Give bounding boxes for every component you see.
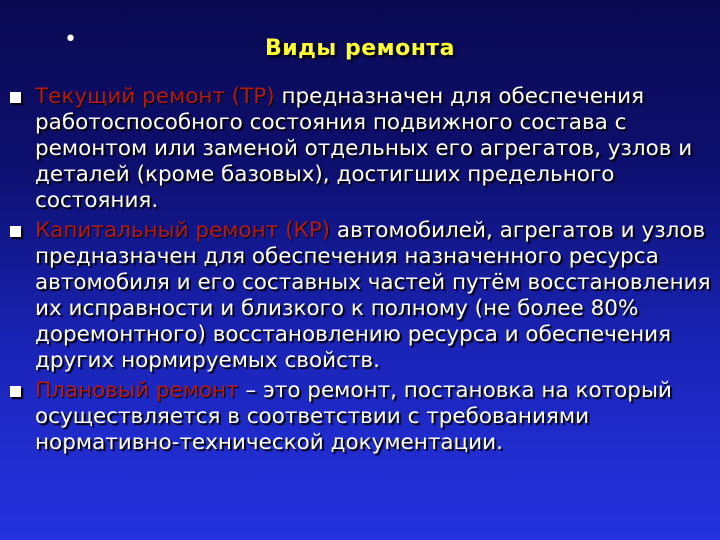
definition-capital-repair: автомобилей, агрегатов и узлов предназначен для обеспечения назначенного ресурса автомобиля и его составных частей путём восстановления их исправности и близкого к полному (не более 80% доремонтного) восстановлению ресурса и обеспечения других нормируемых свойств. — [35, 218, 711, 373]
square-bullet-icon — [10, 386, 21, 397]
square-bullet-icon — [10, 226, 21, 237]
slide-title: Виды ремонта — [264, 36, 456, 61]
bullet-item-current-repair — [8, 84, 714, 214]
title-bullet-dot: • — [64, 27, 77, 52]
bullet-list — [8, 84, 714, 460]
term-current-repair: Текущий ремонт (ТР) — [35, 84, 275, 109]
bullet-item-planned-repair — [8, 378, 714, 456]
definition-current-repair: предназначен для обеспечения работоспособного состояния подвижного состава с ремонтом или заменой отдельных его агрегатов, узлов и деталей (кроме базовых), достигших предельного состояния. — [35, 84, 693, 213]
term-planned-repair: Плановый ремонт — [35, 378, 239, 403]
term-capital-repair: Капитальный ремонт (КР) — [35, 218, 331, 243]
bullet-item-capital-repair — [8, 218, 714, 374]
definition-planned-repair: – это ремонт, постановка на который осуществляется в соответствии с требованиями нормативно-технической документации. — [35, 378, 672, 455]
square-bullet-icon — [10, 92, 21, 103]
